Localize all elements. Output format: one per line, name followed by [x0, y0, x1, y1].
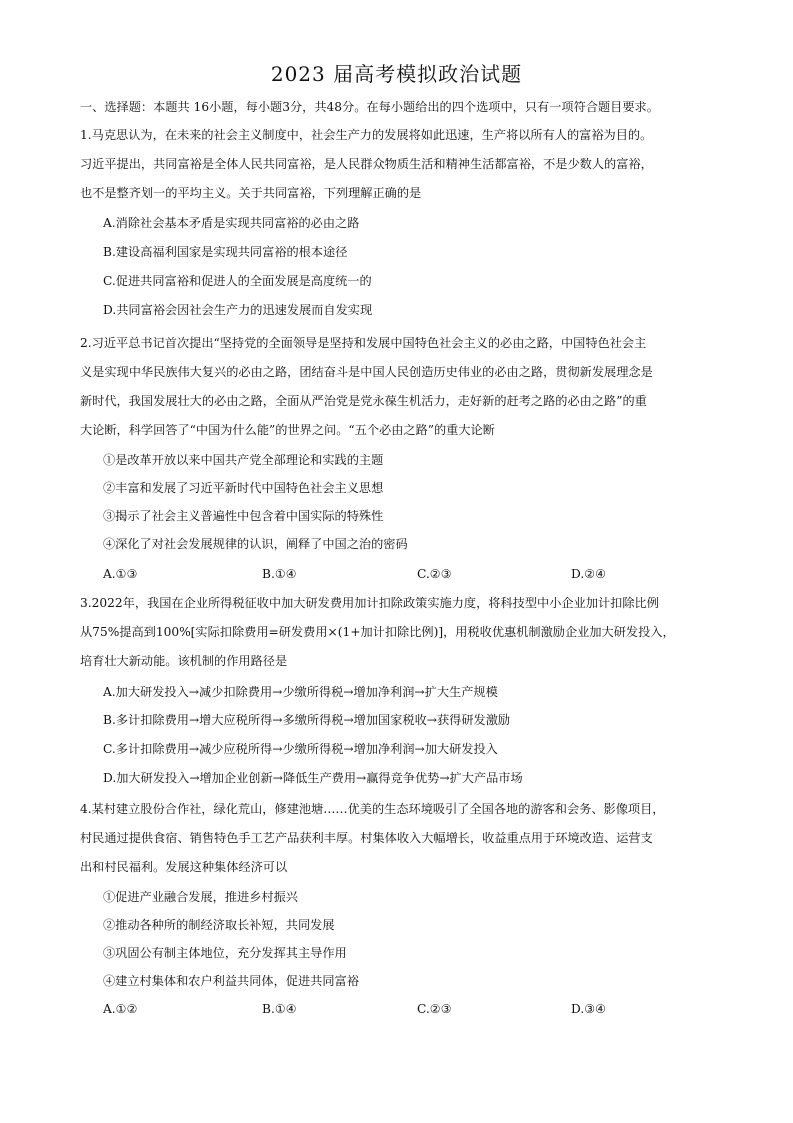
q1-stem-line: 1.马克思认为，在未来的社会主义制度中，社会生产力的发展将如此迅速，生产将以所有人的富裕为目的。	[80, 128, 653, 142]
q4-statement-4: ④建立村集体和农户利益共同体，促进共同富裕	[103, 974, 359, 988]
q4-stem-line: 村民通过提供食宿、销售特色手工艺产品获利丰厚。村集体收入大幅增长，收益重点用于环境改造、运营支	[80, 831, 653, 845]
q1-stem-line: 也不是整齐划一的平均主义。关于共同富裕，下列理解正确的是	[80, 186, 422, 200]
q1-option-b: B.建设高福利国家是实现共同富裕的根本途径	[103, 245, 348, 259]
q3-stem-line: 培育壮大新动能。该机制的作用路径是	[80, 654, 288, 668]
q4-statement-1: ①促进产业融合发展，推进乡村振兴	[103, 890, 298, 904]
q2-statement-2: ②丰富和发展了习近平新时代中国特色社会主义思想	[103, 481, 384, 495]
q3-option-b: B.多计扣除费用→增大应税所得→多缴所得税→增加国家税收→获得研发激励	[103, 713, 511, 727]
q3-option-a: A.加大研发投入→减少扣除费用→少缴所得税→增加净利润→扩大生产规模	[103, 685, 498, 699]
q4-statement-3: ③巩固公有制主体地位，充分发挥其主导作用	[103, 946, 347, 960]
q1-stem-line: 习近平提出，共同富裕是全体人民共同富裕，是人民群众物质生活和精神生活都富裕，不是少数人的富裕，	[80, 157, 653, 171]
q2-statement-3: ③揭示了社会主义普遍性中包含着中国实际的特殊性	[103, 509, 384, 523]
q2-stem-line: 2.习近平总书记首次提出“坚持党的全面领导是坚持和发展中国特色社会主义的必由之路，中国特色社会主	[80, 336, 647, 350]
q2-stem-line: 大论断，科学回答了“中国为什么能”的世界之问。“五个必由之路”的重大论断	[80, 423, 495, 437]
q4-statement-2: ②推动各种所的制经济取长补短，共同发展	[103, 918, 335, 932]
q2-stem-line: 义是实现中华民族伟大复兴的必由之路，团结奋斗是中国人民创造历史伟业的必由之路，贯彻新发展理念是	[80, 365, 653, 379]
q2-choice-d: D.②④	[571, 567, 607, 581]
q4-choice-c: C.②③	[417, 1002, 452, 1016]
q4-choice-b: B.①④	[262, 1002, 297, 1016]
q4-choice-d: D.③④	[571, 1002, 607, 1016]
q2-stem-line: 新时代，我国发展壮大的必由之路，全面从严治党是党永葆生机活力，走好新的赶考之路的必由之路”的重	[80, 394, 647, 408]
q3-stem-line: 从75%提高到100%[实际扣除费用=研发费用×(1+加计扣除比例)]，用税收优惠机制激励企业加大研发投入，	[80, 625, 675, 639]
page-title: 2023 届高考模拟政治试题	[270, 62, 523, 86]
q2-choice-a: A.①③	[103, 567, 138, 581]
q3-stem-line: 3.2022年，我国在企业所得税征收中加大研发费用加计扣除政策实施力度，将科技型中小企业加计扣除比例	[80, 596, 659, 610]
q2-statement-4: ④深化了对社会发展规律的认识，阐释了中国之治的密码	[103, 537, 408, 551]
q1-option-a: A.消除社会基本矛盾是实现共同富裕的必由之路	[103, 216, 360, 230]
q3-option-c: C.多计扣除费用→减少应税所得→少缴所得税→增加净利润→加大研发投入	[103, 742, 498, 756]
q2-choice-c: C.②③	[417, 567, 452, 581]
q4-stem-line: 4.某村建立股份合作社，绿化荒山，修建池塘……优美的生态环境吸引了全国各地的游客和会务、影像项目，	[80, 802, 665, 816]
q2-choice-b: B.①④	[262, 567, 297, 581]
q1-option-d: D.共同富裕会因社会生产力的迅速发展而自发实现	[103, 303, 373, 317]
q2-statement-1: ①是改革开放以来中国共产党全部理论和实践的主题	[103, 453, 384, 467]
q4-choice-a: A.①②	[103, 1002, 138, 1016]
q1-option-c: C.促进共同富裕和促进人的全面发展是高度统一的	[103, 274, 372, 288]
q3-option-d: D.加大研发投入→增加企业创新→降低生产费用→赢得竞争优势→扩大产品市场	[103, 771, 523, 785]
section-instructions: 一、选择题：本题共 16小题，每小题3分，共48分。在每小题给出的四个选项中，只有一项符合题目要求。	[80, 100, 659, 114]
q4-stem-line: 出和村民福利。发展这种集体经济可以	[80, 860, 288, 874]
